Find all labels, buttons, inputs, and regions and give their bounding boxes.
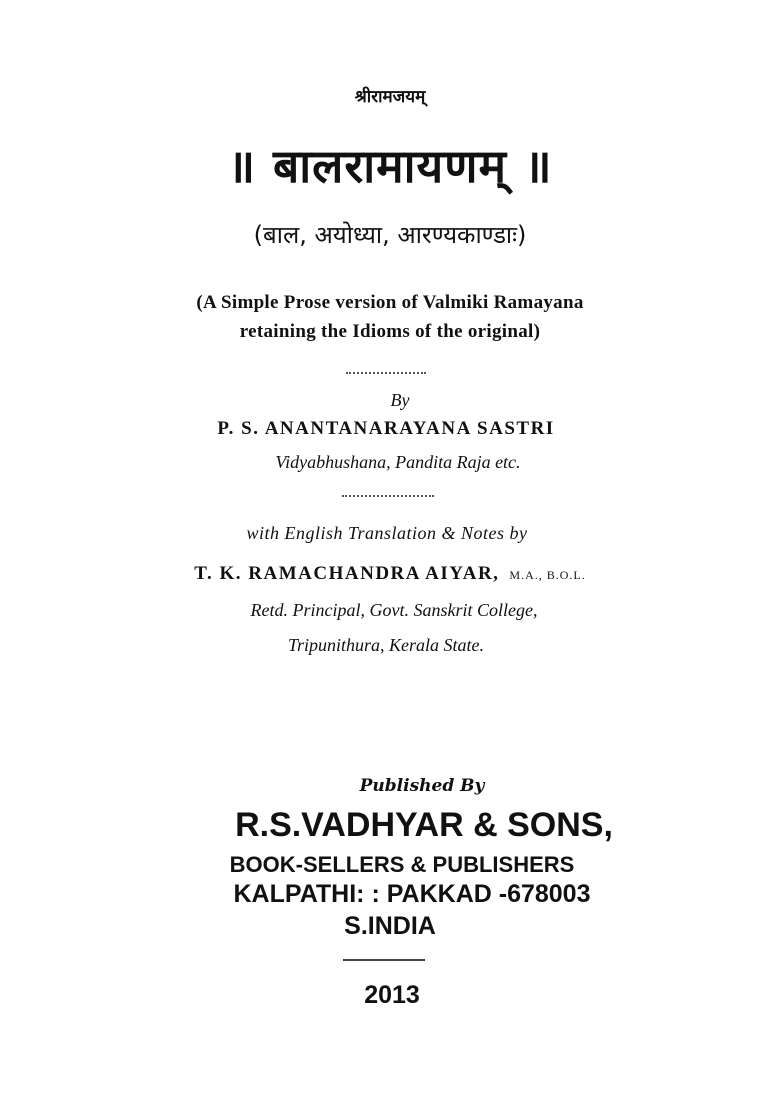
main-title: ॥ बालरामायणम् ॥ — [227, 139, 553, 193]
published-by-label: Published By — [359, 776, 485, 796]
divider — [343, 959, 425, 961]
divider — [342, 495, 434, 497]
invocation: श्रीरामजयम् — [354, 87, 426, 107]
description-line-2: retaining the Idioms of the original) — [239, 321, 541, 342]
translator-name: T. K. RAMACHANDRA AIYAR, — [194, 563, 500, 584]
author-name: P. S. ANANTANARAYANA SASTRI — [217, 418, 555, 439]
translator-position: Retd. Principal, Govt. Sanskrit College, — [250, 600, 538, 620]
divider — [346, 372, 426, 374]
translator-intro: with English Translation & Notes by — [246, 523, 528, 543]
publisher-name: R.S.VADHYAR & SONS, — [235, 806, 613, 844]
translator-location: Tripunithura, Kerala State. — [287, 635, 485, 655]
translator-degrees: M.A., B.O.L. — [509, 568, 586, 582]
translator-line — [0, 563, 780, 585]
author-titles: Vidyabhushana, Pandita Raja etc. — [275, 452, 521, 472]
publisher-type: BOOK-SELLERS & PUBLISHERS — [229, 852, 575, 877]
publisher-country: S.INDIA — [344, 912, 436, 940]
kanda-subtitle: (बाल, अयोध्या, आरण्यकाण्डाः) — [253, 221, 527, 249]
publisher-address: KALPATHI: : PAKKAD -678003 — [233, 880, 591, 908]
description-line-1: (A Simple Prose version of Valmiki Ramayana — [196, 292, 584, 313]
by-label: By — [390, 390, 410, 410]
publication-year: 2013 — [364, 981, 420, 1009]
